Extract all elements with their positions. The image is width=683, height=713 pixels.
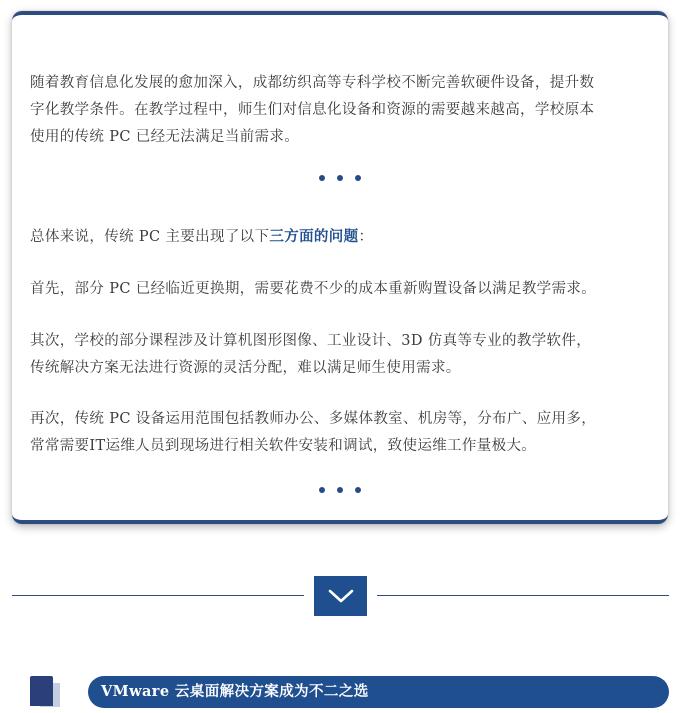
problem-paragraph-3 [30,406,652,460]
ellipsis-dots-separator [12,487,668,493]
content-card [12,11,668,524]
ellipsis-dots-separator [12,175,668,181]
text-line: 常常需要IT运维人员到现场进行相关软件安装和调试，致使运维工作量极大。 [30,438,537,454]
dot [355,175,361,181]
summary-paragraph [30,223,652,251]
text-line: 再次，传统 PC 设备运用范围包括教师办公、多媒体教室、机房等，分布广、应用多， [30,411,597,427]
text-line: 首先，部分 PC 已经临近更换期，需要花费不少的成本重新购置设备以满足教学需求。 [30,281,597,297]
dot [355,487,361,493]
divider-line-right [377,595,669,596]
text-line: 字化教学条件。在教学过程中，师生们对信息化设备和资源的需要越来越高，学校原本 [30,102,595,118]
expand-button[interactable] [314,576,367,616]
text-line: 随着教育信息化发展的愈加深入，成都纺织高等专科学校不断完善软硬件设备，提升数 [30,75,595,91]
intro-paragraph [30,70,652,151]
problem-paragraph-2 [30,328,652,382]
section-title: VMware 云桌面解决方案成为不二之选 [88,676,669,708]
summary-prefix: 总体来说，传统 PC 主要出现了以下 [30,229,270,245]
dot [319,487,325,493]
summary-suffix: ： [358,229,374,245]
text-line: 其次，学校的部分课程涉及计算机图形图像、工业设计、3D 仿真等专业的教学软件， [30,333,592,349]
bookmark-icon [30,676,53,706]
dot [337,487,343,493]
dot [337,175,343,181]
divider-line-left [12,595,304,596]
dot [319,175,325,181]
text-line: 传统解决方案无法进行资源的灵活分配，难以满足师生使用需求。 [30,360,461,376]
summary-highlight: 三方面的问题 [269,228,359,245]
text-line: 使用的传统 PC 已经无法满足当前需求。 [30,129,300,145]
chevron-down-icon [328,588,354,604]
problem-paragraph-1 [30,276,652,303]
